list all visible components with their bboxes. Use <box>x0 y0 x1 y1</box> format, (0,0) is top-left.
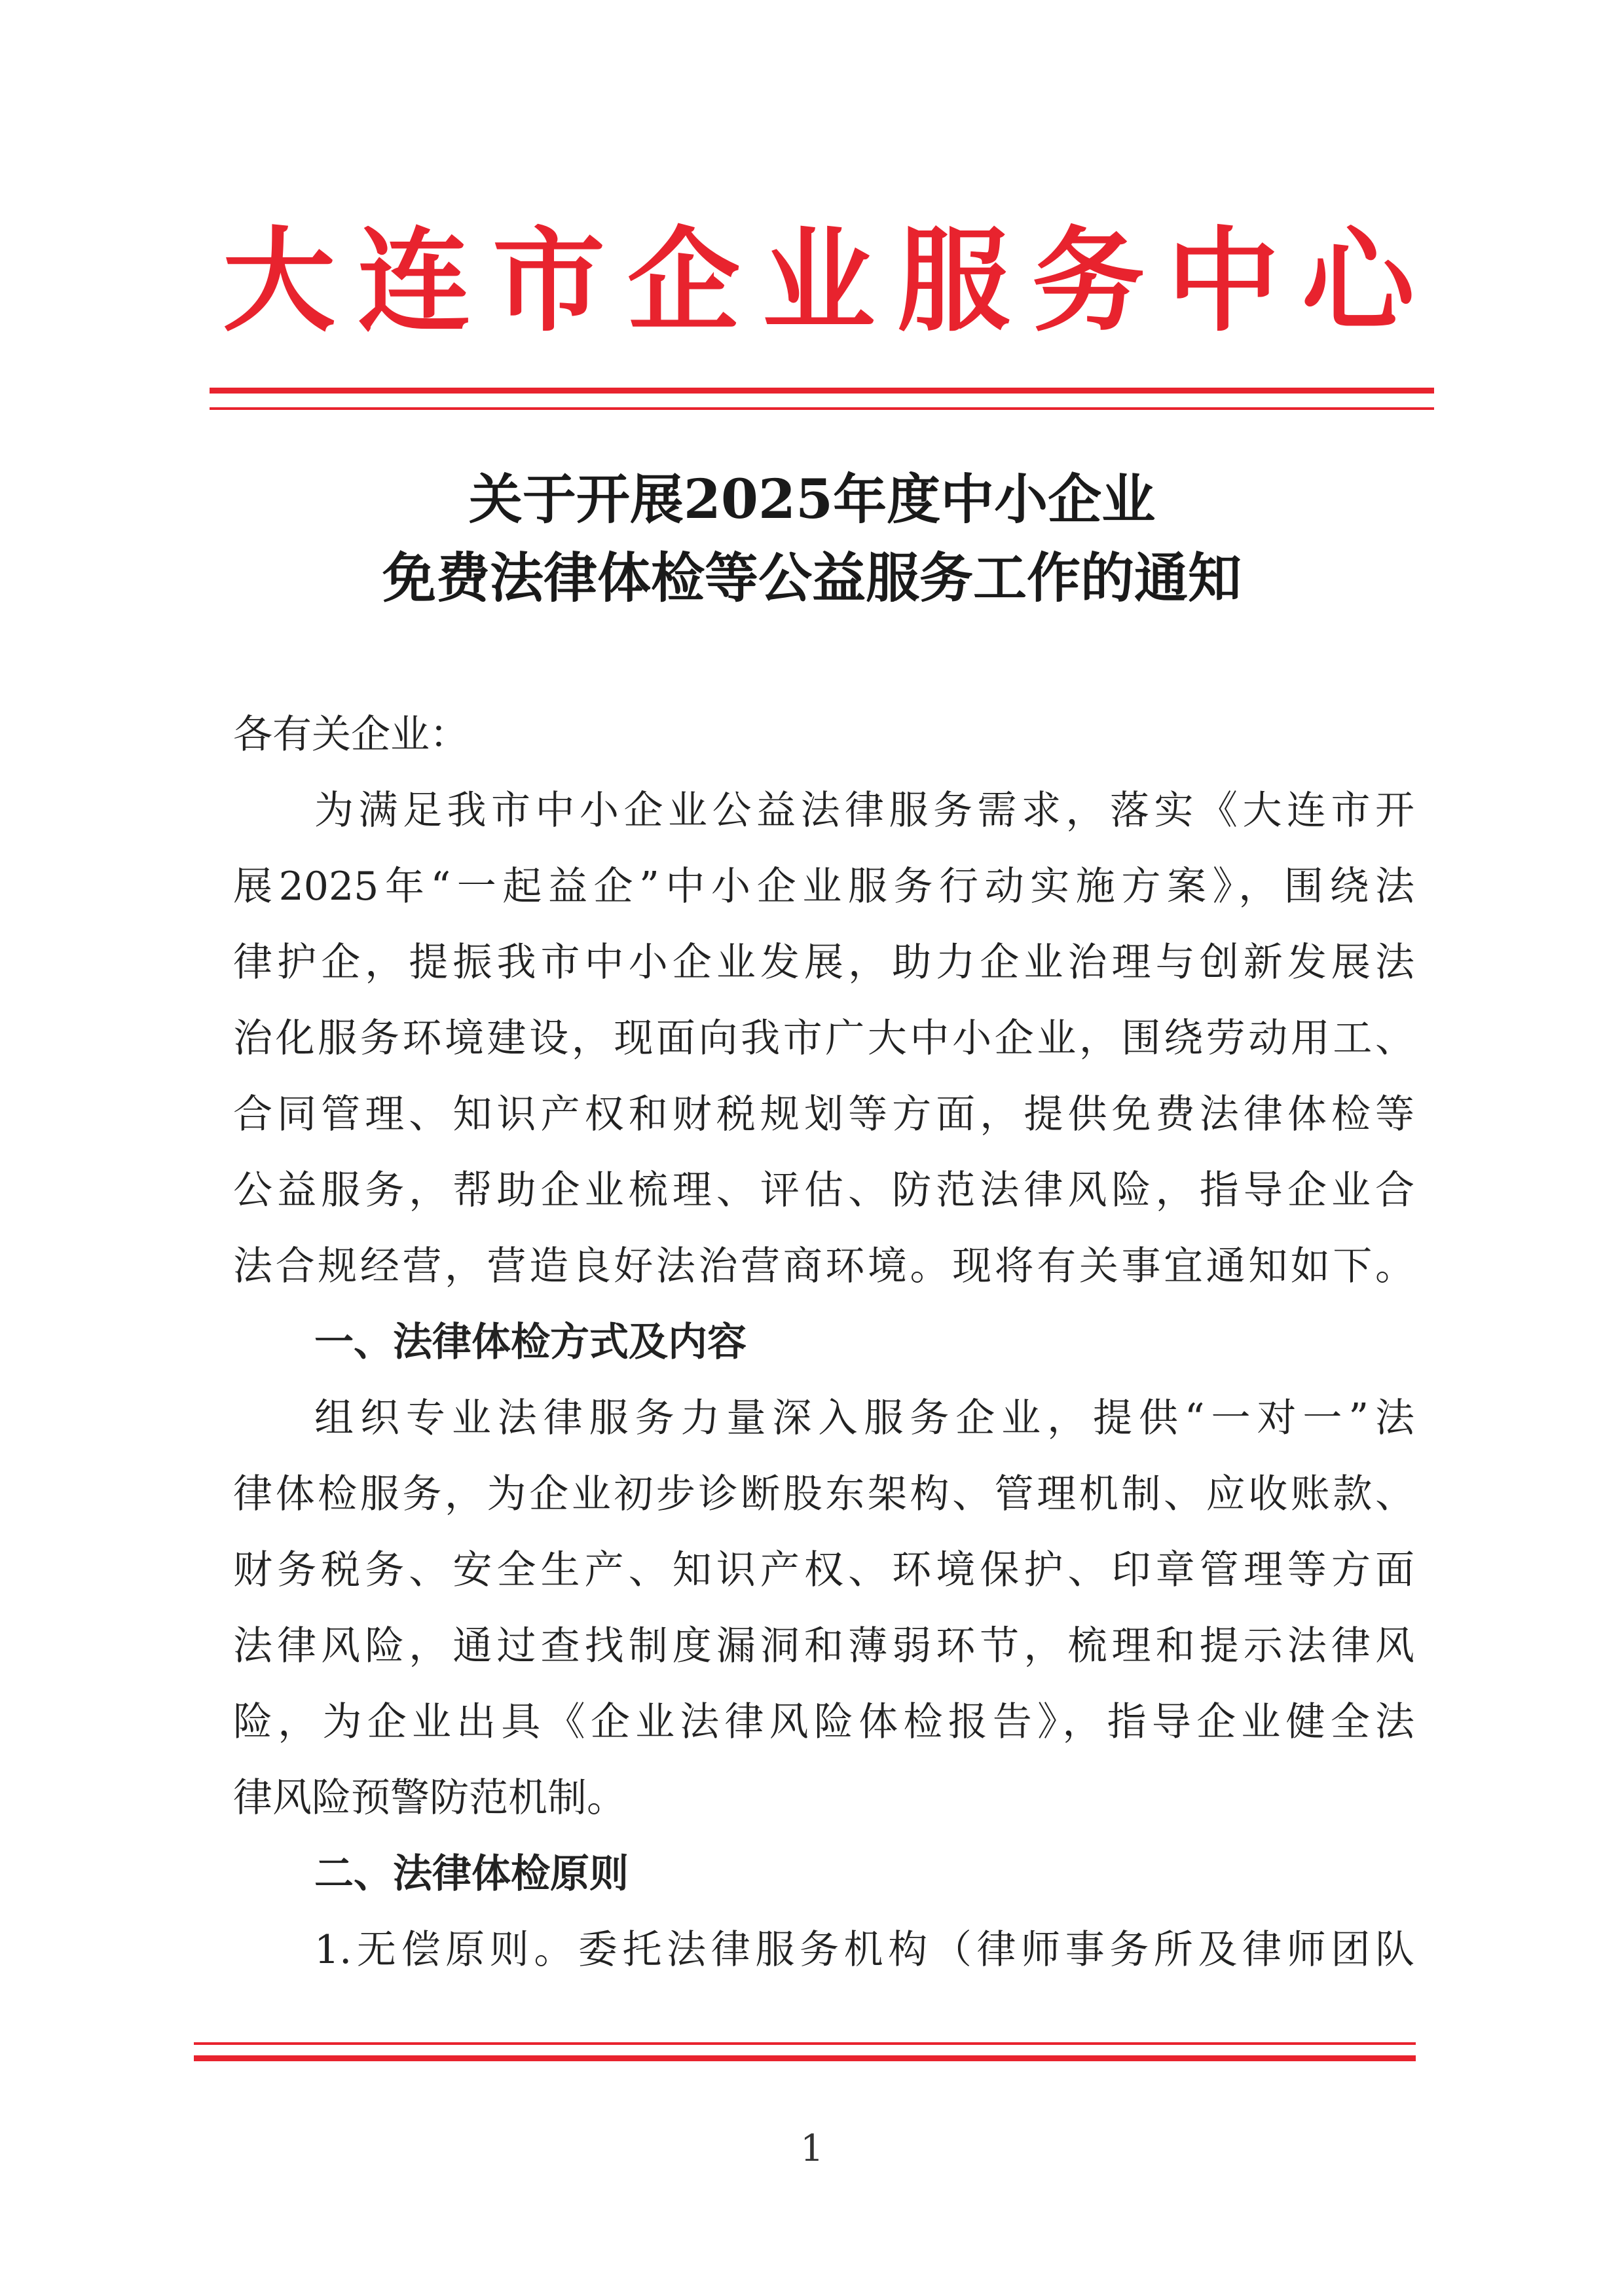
section-1-paragraph-line: 财务税务、安全生产、知识产权、环境保护、印章管理等方面 <box>233 1547 1414 1593</box>
letterhead-char: 服 <box>897 215 1010 347</box>
letterhead-char: 业 <box>762 215 875 347</box>
intro-paragraph-line: 公益服务，帮助企业梳理、评估、防范法律风险，指导企业合 <box>233 1167 1414 1213</box>
intro-paragraph-line: 展2025年“一起益企”中小企业服务行动实施方案》，围绕法 <box>233 864 1414 909</box>
footer-rule-thick <box>194 2055 1416 2061</box>
letterhead-rule-thin <box>210 407 1434 410</box>
section-1-paragraph-line: 险，为企业出具《企业法律风险体检报告》，指导企业健全法 <box>233 1699 1414 1745</box>
letterhead-char: 中 <box>1167 215 1280 347</box>
section-2-item-1: 1.无偿原则。委托法律服务机构（律师事务所及律师团队 <box>314 1927 1414 1973</box>
footer-rule-thin <box>194 2042 1416 2045</box>
letterhead-char: 大 <box>223 215 335 347</box>
letterhead-char: 心 <box>1302 215 1414 347</box>
letterhead-char: 企 <box>627 215 740 347</box>
intro-paragraph-line: 合同管理、知识产权和财税规划等方面，提供免费法律体检等 <box>233 1092 1414 1137</box>
intro-paragraph-line: 治化服务环境建设，现面向我市广大中小企业，围绕劳动用工、 <box>233 1016 1414 1061</box>
intro-paragraph-line: 法合规经营，营造良好法治营商环境。现将有关事宜通知如下。 <box>233 1243 1414 1289</box>
document-title-line-1: 关于开展2025年度中小企业 <box>468 468 1156 531</box>
letterhead-char: 务 <box>1032 215 1145 347</box>
page-number: 1 <box>800 2127 824 2170</box>
letterhead-char: 连 <box>358 215 470 347</box>
letterhead-rule-thick <box>210 388 1434 394</box>
section-1-heading: 一、法律体检方式及内容 <box>314 1319 747 1365</box>
salutation: 各有关企业： <box>233 712 469 758</box>
letterhead-char: 市 <box>492 215 605 347</box>
letterhead-org-name <box>223 215 1414 347</box>
section-1-paragraph-line: 组织专业法律服务力量深入服务企业，提供“一对一”法 <box>314 1395 1414 1441</box>
document-title-line-2: 免费法律体检等公益服务工作的通知 <box>382 547 1242 610</box>
section-2-heading: 二、法律体检原则 <box>314 1851 629 1897</box>
section-1-paragraph-line: 律体检服务，为企业初步诊断股东架构、管理机制、应收账款、 <box>233 1471 1414 1517</box>
intro-paragraph-line: 为满足我市中小企业公益法律服务需求，落实《大连市开 <box>314 788 1414 834</box>
intro-paragraph-line: 律护企，提振我市中小企业发展，助力企业治理与创新发展法 <box>233 940 1414 985</box>
section-1-paragraph-line: 律风险预警防范机制。 <box>233 1775 626 1821</box>
section-1-paragraph-line: 法律风险，通过查找制度漏洞和薄弱环节，梳理和提示法律风 <box>233 1623 1414 1669</box>
